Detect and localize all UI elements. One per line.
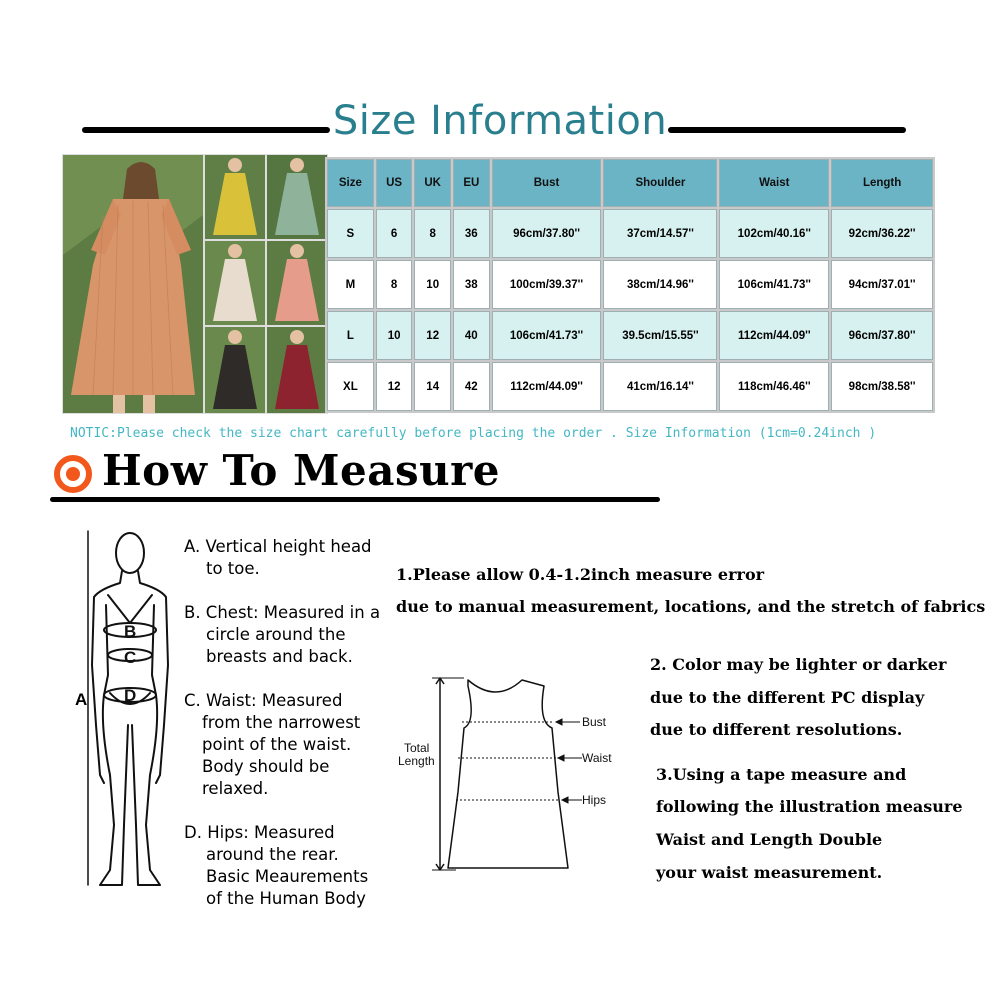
note-1-line2: due to manual measurement, locations, and the stretch of fabrics	[396, 597, 986, 616]
instruction-d-line4: of the Human Body	[206, 889, 366, 908]
note-2-line2: due to the different PC display	[650, 688, 925, 707]
table-cell: XL	[327, 362, 374, 411]
product-photo-beige	[204, 240, 266, 326]
header-bust: Bust	[492, 159, 602, 207]
instruction-c-line3: point of the waist.	[202, 735, 352, 754]
header-waist: Waist	[719, 159, 829, 207]
instruction-a-line2: to toe.	[206, 559, 260, 578]
table-cell: 8	[376, 260, 413, 309]
table-cell: 8	[414, 209, 451, 258]
dress-label-hips: Hips	[582, 793, 607, 807]
product-photo-black	[204, 326, 266, 414]
table-cell: 37cm/14.57''	[603, 209, 717, 258]
table-cell: L	[327, 311, 374, 360]
dress-label-length: Length	[398, 754, 435, 768]
table-cell: 39.5cm/15.55''	[603, 311, 717, 360]
table-cell: 36	[453, 209, 490, 258]
table-cell: 92cm/36.22''	[831, 209, 933, 258]
header-us: US	[376, 159, 413, 207]
size-information-title: Size Information	[332, 98, 668, 144]
figure-label-a: A	[75, 690, 88, 709]
table-cell: 38cm/14.96''	[603, 260, 717, 309]
instruction-a	[184, 536, 372, 580]
product-photo-sage	[266, 154, 328, 240]
table-cell: 10	[376, 311, 413, 360]
table-header-row	[327, 159, 933, 207]
header-uk: UK	[414, 159, 451, 207]
figure-label-c: C	[124, 648, 137, 667]
body-measurement-figure	[70, 525, 180, 895]
title-rule-left	[82, 127, 330, 133]
instruction-d-line3: Basic Meaurements	[206, 867, 369, 886]
note-2-line1: 2. Color may be lighter or darker	[650, 655, 947, 674]
instruction-c-line1: C. Waist: Measured	[184, 691, 343, 710]
header-shoulder: Shoulder	[603, 159, 717, 207]
table-cell: 112cm/44.09''	[492, 362, 602, 411]
dress-label-bust: Bust	[582, 715, 607, 729]
table-cell: 118cm/46.46''	[719, 362, 829, 411]
table-row	[327, 209, 933, 258]
table-cell: 12	[376, 362, 413, 411]
header-length: Length	[831, 159, 933, 207]
table-cell: 10	[414, 260, 451, 309]
product-photo-pink	[266, 240, 328, 326]
table-cell: 106cm/41.73''	[719, 260, 829, 309]
instruction-b-line1: B. Chest: Measured in a	[184, 603, 381, 622]
note-2-line3: due to different resolutions.	[650, 720, 903, 739]
dress-label-total: Total	[404, 741, 430, 755]
instruction-c-line4: Body should be	[202, 757, 330, 776]
table-cell: 98cm/38.58''	[831, 362, 933, 411]
instruction-c	[184, 690, 360, 800]
table-cell: 106cm/41.73''	[492, 311, 602, 360]
instruction-b	[184, 602, 380, 668]
table-cell: 12	[414, 311, 451, 360]
table-cell: 96cm/37.80''	[492, 209, 602, 258]
figure-label-b: B	[124, 622, 137, 641]
table-cell: 100cm/39.37''	[492, 260, 602, 309]
table-cell: 42	[453, 362, 490, 411]
instruction-b-line2: circle around the	[206, 625, 346, 644]
size-notice: NOTIC:Please check the size chart carefully before placing the order . Size Information (1cm=0.24inch )	[70, 426, 877, 441]
table-cell: M	[327, 260, 374, 309]
table-cell: 6	[376, 209, 413, 258]
note-3-line4: your waist measurement.	[656, 863, 883, 882]
table-cell: 96cm/37.80''	[831, 311, 933, 360]
dress-label-waist: Waist	[582, 751, 612, 765]
title-rule-right	[668, 127, 906, 133]
measure-title-underline	[50, 497, 660, 502]
header-eu: EU	[453, 159, 490, 207]
table-row	[327, 311, 933, 360]
header-size: Size	[327, 159, 374, 207]
table-cell: 41cm/16.14''	[603, 362, 717, 411]
table-cell: 94cm/37.01''	[831, 260, 933, 309]
note-1-line1: 1.Please allow 0.4-1.2inch measure error	[396, 565, 765, 584]
figure-label-d: D	[124, 686, 137, 705]
instruction-c-line2: from the narrowest	[202, 713, 361, 732]
product-photo-yellow	[204, 154, 266, 240]
table-cell: S	[327, 209, 374, 258]
instruction-c-line5: relaxed.	[202, 779, 269, 798]
table-cell: 102cm/40.16''	[719, 209, 829, 258]
table-cell: 38	[453, 260, 490, 309]
table-row	[327, 260, 933, 309]
how-to-measure-title: How To Measure	[102, 446, 501, 495]
note-3-line3: Waist and Length Double	[656, 830, 883, 849]
instruction-a-line1: A. Vertical height head	[184, 537, 372, 556]
dress-measurement-diagram	[396, 672, 636, 882]
note-3-line2: following the illustration measure	[656, 797, 963, 816]
instruction-d	[184, 822, 368, 910]
instruction-d-line2: around the rear.	[206, 845, 339, 864]
product-photo-main	[62, 154, 204, 414]
orange-circle-icon	[54, 455, 92, 493]
product-photo-wine	[266, 326, 328, 414]
size-chart-table	[325, 157, 935, 413]
instruction-b-line3: breasts and back.	[206, 647, 353, 666]
instruction-d-line1: D. Hips: Measured	[184, 823, 335, 842]
table-cell: 112cm/44.09''	[719, 311, 829, 360]
table-row	[327, 362, 933, 411]
table-cell: 14	[414, 362, 451, 411]
table-cell: 40	[453, 311, 490, 360]
note-3-line1: 3.Using a tape measure and	[656, 765, 907, 784]
